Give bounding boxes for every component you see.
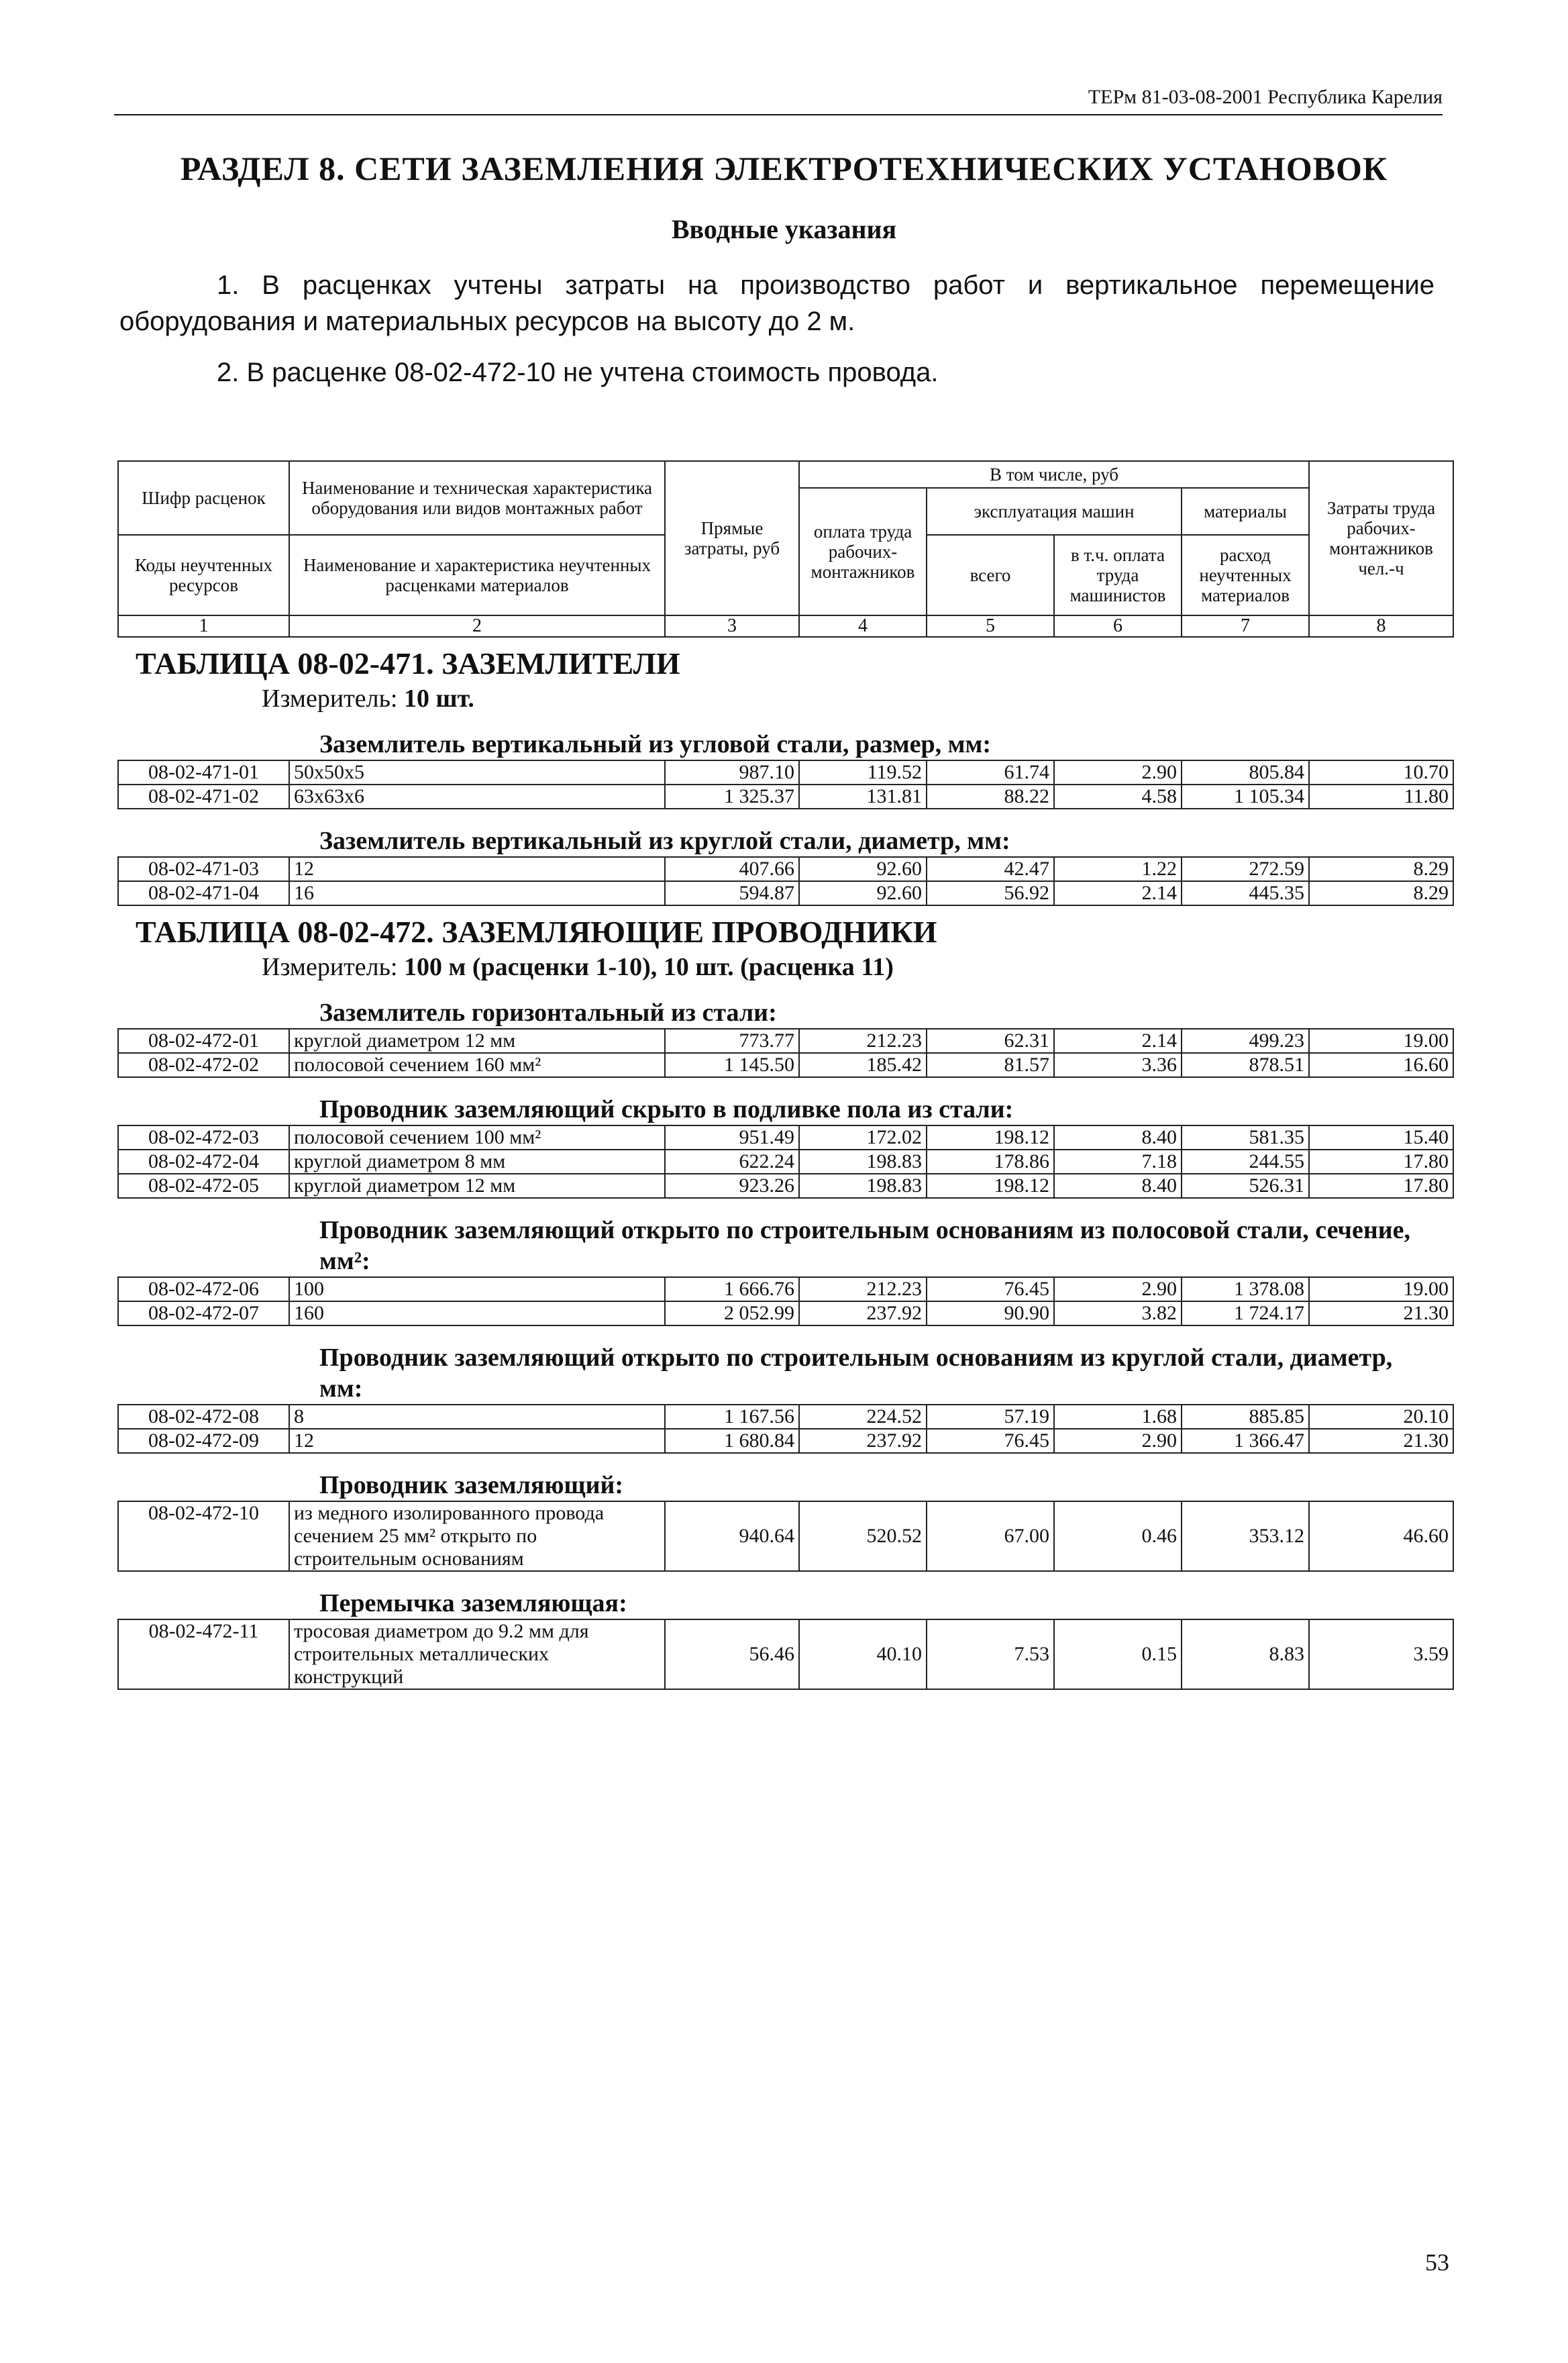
th-machines: эксплуатация машин xyxy=(927,488,1182,535)
table-row xyxy=(118,1125,1453,1150)
table-cell: тросовая диаметром до 9.2 мм для строительных металлических конструкций xyxy=(289,1619,665,1689)
table-row xyxy=(118,1277,1453,1301)
group-heading: Перемычка заземляющая: xyxy=(319,1589,627,1617)
table-cell: 172.02 xyxy=(799,1125,927,1150)
intro-paragraph-2: 2. В расценке 08-02-472-10 не учтена стоимость провода. xyxy=(217,358,939,387)
table-row xyxy=(118,1429,1453,1453)
table-cell: 131.81 xyxy=(799,785,927,809)
table-row xyxy=(118,1619,1453,1689)
th-materials: материалы xyxy=(1182,488,1309,535)
table-cell: 1.22 xyxy=(1054,857,1182,881)
table-cell: 3.82 xyxy=(1054,1301,1182,1325)
table-cell: 594.87 xyxy=(665,881,799,905)
table-cell: 1 378.08 xyxy=(1182,1277,1309,1301)
table-cell: 08-02-471-03 xyxy=(118,857,289,881)
table-row xyxy=(118,1405,1453,1429)
group-heading: Заземлитель горизонтальный из стали: xyxy=(319,999,777,1027)
table-cell: 62.31 xyxy=(927,1029,1054,1053)
table-cell: 63х63х6 xyxy=(289,785,665,809)
table-cell: 2 052.99 xyxy=(665,1301,799,1325)
group-heading: Заземлитель вертикальный из круглой стали, диаметр, мм: xyxy=(319,827,1010,855)
table-cell: 88.22 xyxy=(927,785,1054,809)
table-471-heading xyxy=(118,637,1453,760)
table-cell: 56.92 xyxy=(927,881,1054,905)
table-cell: 8.29 xyxy=(1309,881,1453,905)
table-cell: 237.92 xyxy=(799,1301,927,1325)
th-direct: Прямые затраты, руб xyxy=(665,461,799,615)
table-cell: 61.74 xyxy=(927,760,1054,785)
table-cell: 90.90 xyxy=(927,1301,1054,1325)
table-cell: 4.58 xyxy=(1054,785,1182,809)
table-cell: 08-02-472-09 xyxy=(118,1429,289,1453)
table-cell: 08-02-471-01 xyxy=(118,760,289,785)
table-cell: 10.70 xyxy=(1309,760,1453,785)
th-codes: Коды неучтенных ресурсов xyxy=(118,535,289,615)
table-cell: 940.64 xyxy=(665,1501,799,1571)
table-cell: 2.90 xyxy=(1054,760,1182,785)
table-cell: из медного изолированного провода сечением 25 мм² открыто по строительным основаниям xyxy=(289,1501,665,1571)
table-cell: 581.35 xyxy=(1182,1125,1309,1150)
table-cell: 0.46 xyxy=(1054,1501,1182,1571)
table-cell: 198.83 xyxy=(799,1150,927,1174)
table-cell: 445.35 xyxy=(1182,881,1309,905)
table-cell: 08-02-472-05 xyxy=(118,1174,289,1198)
table-row xyxy=(118,1053,1453,1077)
group-heading-row xyxy=(118,1453,1453,1501)
table-cell: 244.55 xyxy=(1182,1150,1309,1174)
group-heading: Проводник заземляющий открыто по строительным основаниям из полосовой стали, сечение, мм²: xyxy=(319,1216,1411,1275)
table-cell: 272.59 xyxy=(1182,857,1309,881)
table-cell: 885.85 xyxy=(1182,1405,1309,1429)
table-cell: 67.00 xyxy=(927,1501,1054,1571)
table-cell: полосовой сечением 100 мм² xyxy=(289,1125,665,1150)
table-cell: 1 680.84 xyxy=(665,1429,799,1453)
table-row xyxy=(118,1150,1453,1174)
table-cell: 3.36 xyxy=(1054,1053,1182,1077)
table-cell: 2.14 xyxy=(1054,881,1182,905)
table-cell: 178.86 xyxy=(927,1150,1054,1174)
table-cell: 46.60 xyxy=(1309,1501,1453,1571)
group-heading-row xyxy=(118,1325,1453,1405)
table-row xyxy=(118,785,1453,809)
table-cell: 224.52 xyxy=(799,1405,927,1429)
table-cell: 212.23 xyxy=(799,1277,927,1301)
th-labor-cost: Затраты труда рабочих-монтажников чел.-ч xyxy=(1309,461,1453,615)
table-cell: 57.19 xyxy=(927,1405,1054,1429)
table-cell: 8.40 xyxy=(1054,1174,1182,1198)
table-472-unit: Измеритель: 100 м (расценки 1-10), 10 шт. (расценка 11) xyxy=(262,953,894,981)
table-cell: 1 105.34 xyxy=(1182,785,1309,809)
th-shifr: Шифр расценок xyxy=(118,461,289,535)
table-cell: 8 xyxy=(289,1405,665,1429)
table-471-title: ТАБЛИЦА 08-02-471. ЗАЗЕМЛИТЕЛИ xyxy=(136,646,680,681)
table-cell: 1 145.50 xyxy=(665,1053,799,1077)
group-heading-row xyxy=(118,809,1453,857)
table-cell: 1 666.76 xyxy=(665,1277,799,1301)
table-cell: 08-02-472-03 xyxy=(118,1125,289,1150)
table-cell: 923.26 xyxy=(665,1174,799,1198)
table-cell: 805.84 xyxy=(1182,760,1309,785)
table-cell: круглой диаметром 12 мм xyxy=(289,1029,665,1053)
intro-paragraph-1: 1. В расценках учтены затраты на производство работ и вертикальное перемещение оборудования и материальных ресурсов на высоту до 2 м. xyxy=(119,270,1434,336)
column-numbers-row xyxy=(118,615,1453,637)
th-m-total: всего xyxy=(927,535,1054,615)
table-cell: 08-02-471-02 xyxy=(118,785,289,809)
rates-table xyxy=(117,460,1454,1690)
section-subtitle: Вводные указания xyxy=(671,214,897,244)
table-cell: 16.60 xyxy=(1309,1053,1453,1077)
table-cell: 16 xyxy=(289,881,665,905)
table-cell: 100 xyxy=(289,1277,665,1301)
table-cell: 56.46 xyxy=(665,1619,799,1689)
table-cell: 1 325.37 xyxy=(665,785,799,809)
table-cell: 15.40 xyxy=(1309,1125,1453,1150)
table-cell: 08-02-472-11 xyxy=(118,1619,289,1689)
th-incl: В том числе, руб xyxy=(799,461,1309,488)
table-cell: 21.30 xyxy=(1309,1429,1453,1453)
table-cell: круглой диаметром 12 мм xyxy=(289,1174,665,1198)
col-number: 4 xyxy=(799,615,927,637)
table-cell: 878.51 xyxy=(1182,1053,1309,1077)
table-cell: 2.90 xyxy=(1054,1277,1182,1301)
table-cell: 17.80 xyxy=(1309,1174,1453,1198)
page-number: 53 xyxy=(1425,2249,1449,2276)
table-cell: 76.45 xyxy=(927,1277,1054,1301)
col-number: 8 xyxy=(1309,615,1453,637)
table-cell: 92.60 xyxy=(799,857,927,881)
table-cell: 08-02-472-10 xyxy=(118,1501,289,1571)
group-heading: Проводник заземляющий открыто по строительным основаниям из круглой стали, диаметр, мм: xyxy=(319,1344,1393,1403)
table-471-unit: Измеритель: 10 шт. xyxy=(262,685,474,713)
table-cell: 499.23 xyxy=(1182,1029,1309,1053)
table-cell: 3.59 xyxy=(1309,1619,1453,1689)
table-cell: 8.40 xyxy=(1054,1125,1182,1150)
group-heading-row xyxy=(118,1198,1453,1277)
table-cell: 12 xyxy=(289,1429,665,1453)
table-row xyxy=(118,1029,1453,1053)
col-number: 2 xyxy=(289,615,665,637)
table-cell: 198.12 xyxy=(927,1125,1054,1150)
table-cell: 0.15 xyxy=(1054,1619,1182,1689)
table-cell: 526.31 xyxy=(1182,1174,1309,1198)
group-heading-row xyxy=(118,1077,1453,1125)
table-cell: 08-02-472-08 xyxy=(118,1405,289,1429)
table-cell: 7.53 xyxy=(927,1619,1054,1689)
col-number: 3 xyxy=(665,615,799,637)
group-heading: Заземлитель вертикальный из угловой стали, размер, мм: xyxy=(319,730,992,758)
table-cell: 1.68 xyxy=(1054,1405,1182,1429)
table-cell: 50х50х5 xyxy=(289,760,665,785)
table-cell: 19.00 xyxy=(1309,1029,1453,1053)
table-cell: 622.24 xyxy=(665,1150,799,1174)
col-number: 6 xyxy=(1054,615,1182,637)
table-cell: 17.80 xyxy=(1309,1150,1453,1174)
table-cell: 1 366.47 xyxy=(1182,1429,1309,1453)
table-cell: 08-02-471-04 xyxy=(118,881,289,905)
running-header: ТЕРм 81-03-08-2001 Республика Карелия xyxy=(114,86,1443,115)
table-cell: 160 xyxy=(289,1301,665,1325)
table-row xyxy=(118,1301,1453,1325)
table-row xyxy=(118,881,1453,905)
th-name-top: Наименование и техническая характеристика оборудования или видов монтажных работ xyxy=(289,461,665,535)
table-cell: 8.29 xyxy=(1309,857,1453,881)
col-number: 7 xyxy=(1182,615,1309,637)
table-row xyxy=(118,1174,1453,1198)
table-cell: 212.23 xyxy=(799,1029,927,1053)
th-mat-unacc: расход неучтенных материалов xyxy=(1182,535,1309,615)
table-cell: 198.12 xyxy=(927,1174,1054,1198)
table-cell: 21.30 xyxy=(1309,1301,1453,1325)
table-cell: 11.80 xyxy=(1309,785,1453,809)
group-heading: Проводник заземляющий скрыто в подливке пола из стали: xyxy=(319,1095,1014,1123)
table-cell: 353.12 xyxy=(1182,1501,1309,1571)
table-cell: 08-02-472-01 xyxy=(118,1029,289,1053)
table-472-heading xyxy=(118,905,1453,1029)
table-cell: 08-02-472-02 xyxy=(118,1053,289,1077)
table-cell: 520.52 xyxy=(799,1501,927,1571)
table-cell: 92.60 xyxy=(799,881,927,905)
table-cell: 951.49 xyxy=(665,1125,799,1150)
table-cell: 237.92 xyxy=(799,1429,927,1453)
table-cell: 185.42 xyxy=(799,1053,927,1077)
table-cell: 19.00 xyxy=(1309,1277,1453,1301)
table-cell: 7.18 xyxy=(1054,1150,1182,1174)
th-m-labor: в т.ч. оплата труда машинистов xyxy=(1054,535,1182,615)
table-row xyxy=(118,857,1453,881)
table-cell: 407.66 xyxy=(665,857,799,881)
table-cell: 198.83 xyxy=(799,1174,927,1198)
table-cell: 20.10 xyxy=(1309,1405,1453,1429)
table-cell: 1 724.17 xyxy=(1182,1301,1309,1325)
section-title: РАЗДЕЛ 8. СЕТИ ЗАЗЕМЛЕНИЯ ЭЛЕКТРОТЕХНИЧЕСКИХ УСТАНОВОК xyxy=(180,150,1388,187)
table-cell: 81.57 xyxy=(927,1053,1054,1077)
table-cell: 76.45 xyxy=(927,1429,1054,1453)
th-name-bottom: Наименование и характеристика неучтенных расценками материалов xyxy=(289,535,665,615)
table-cell: полосовой сечением 160 мм² xyxy=(289,1053,665,1077)
table-472-title: ТАБЛИЦА 08-02-472. ЗАЗЕМЛЯЮЩИЕ ПРОВОДНИКИ xyxy=(136,915,937,949)
table-cell: 2.90 xyxy=(1054,1429,1182,1453)
table-cell: 08-02-472-07 xyxy=(118,1301,289,1325)
table-cell: 8.83 xyxy=(1182,1619,1309,1689)
table-cell: 40.10 xyxy=(799,1619,927,1689)
col-number: 1 xyxy=(118,615,289,637)
table-cell: 2.14 xyxy=(1054,1029,1182,1053)
table-cell: 08-02-472-06 xyxy=(118,1277,289,1301)
table-row xyxy=(118,760,1453,785)
table-cell: 987.10 xyxy=(665,760,799,785)
table-cell: 42.47 xyxy=(927,857,1054,881)
table-cell: 08-02-472-04 xyxy=(118,1150,289,1174)
table-cell: 1 167.56 xyxy=(665,1405,799,1429)
group-heading: Проводник заземляющий: xyxy=(319,1471,624,1499)
table-cell: 12 xyxy=(289,857,665,881)
group-heading-row xyxy=(118,1571,1453,1619)
th-labor-pay: оплата труда рабочих-монтажников xyxy=(799,488,927,615)
col-number: 5 xyxy=(927,615,1054,637)
table-cell: 119.52 xyxy=(799,760,927,785)
table-row xyxy=(118,1501,1453,1571)
table-cell: 773.77 xyxy=(665,1029,799,1053)
table-cell: круглой диаметром 8 мм xyxy=(289,1150,665,1174)
